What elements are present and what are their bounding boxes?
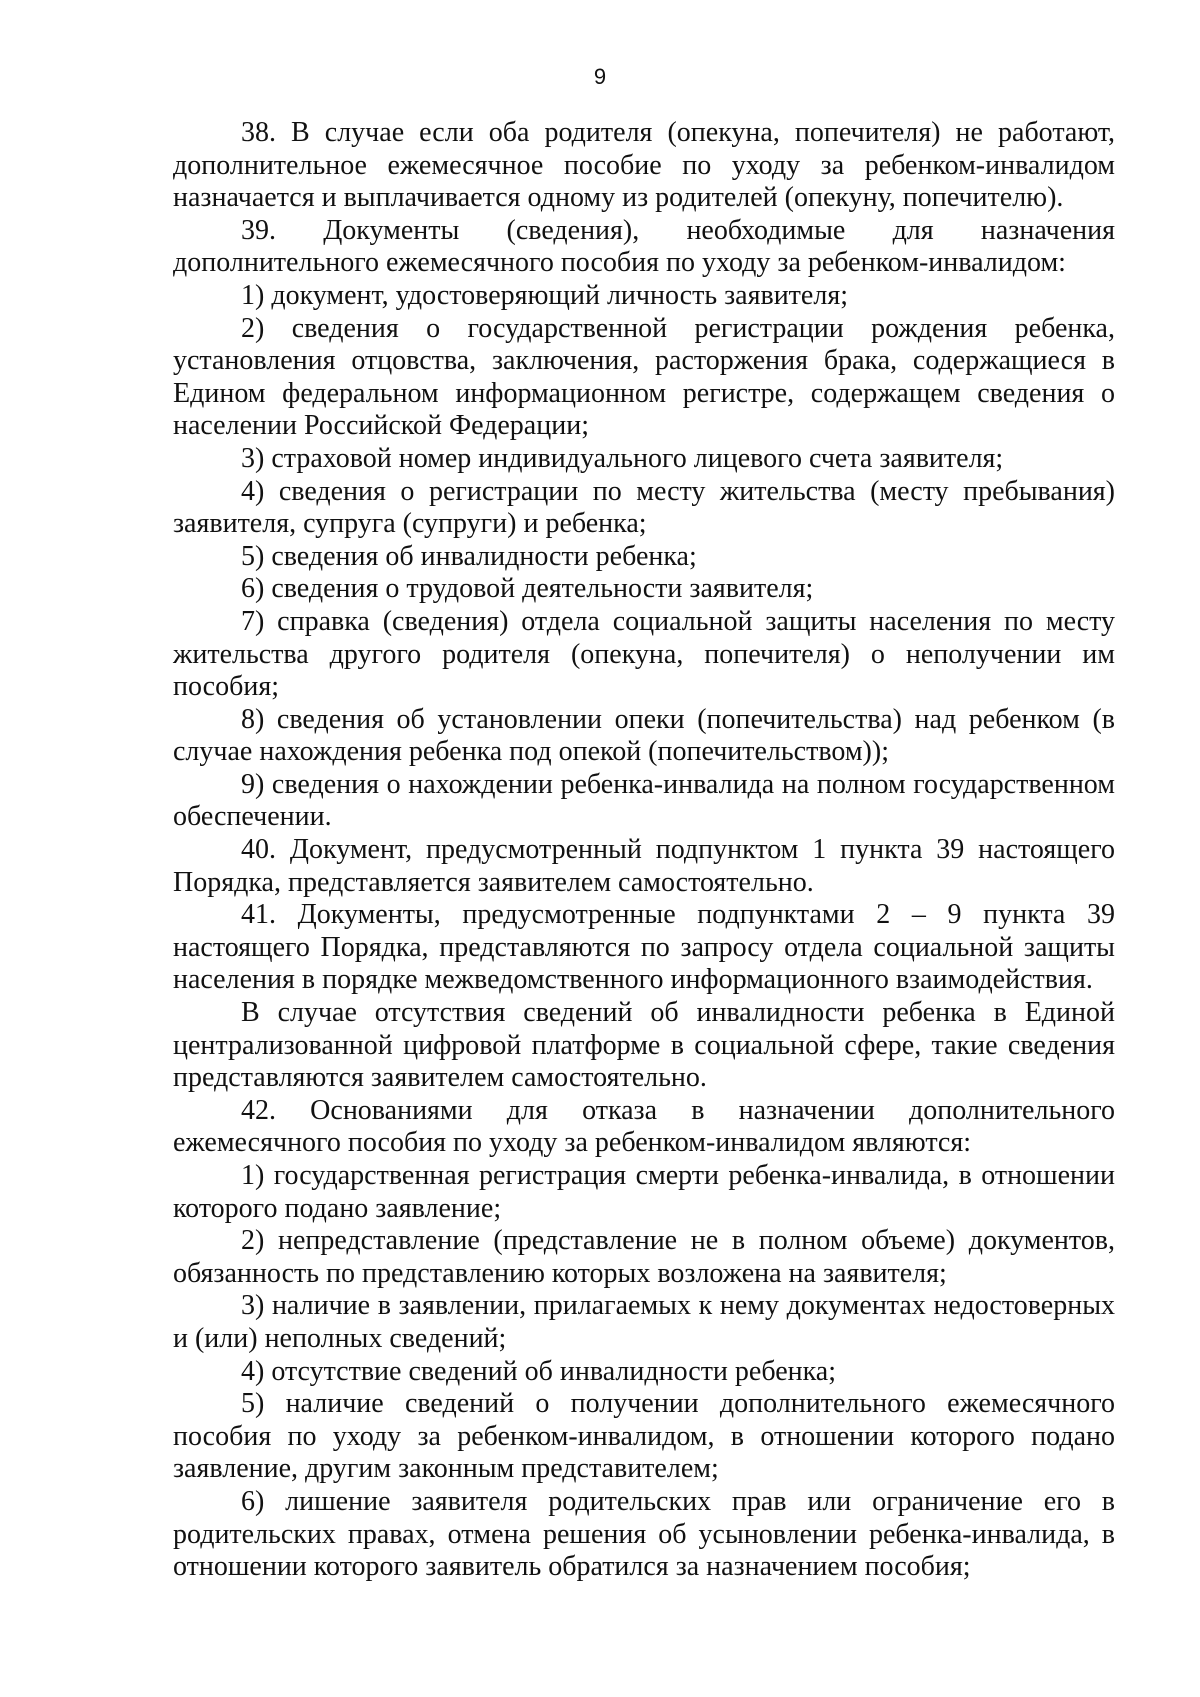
list-item-39-6: 6) сведения о трудовой деятельности заявителя; xyxy=(241,573,814,605)
list-item-39-3: 3) страховой номер индивидуального лицевого счета заявителя; xyxy=(241,442,1004,474)
list-item-39-7: 7) справка (сведения) отдела социальной защиты населения по месту жительства другого родителя (опекуна, попечителя) о неполучении им пособия; xyxy=(173,605,1115,703)
paragraph-39: 39. Документы (сведения), необходимые для назначения дополнительного ежемесячного пособия по уходу за ребенком-инвалидом: xyxy=(173,214,1115,279)
list-item-39-9: 9) сведения о нахождении ребенка-инвалида на полном государственном обеспечении. xyxy=(173,768,1115,833)
paragraph-41-note: В случае отсутствия сведений об инвалидности ребенка в Единой централизованной цифровой платформе в социальной сфере, такие сведения представляются заявителем самостоятельно. xyxy=(173,997,1115,1094)
paragraph-40: 40. Документ, предусмотренный подпунктом 1 пункта 39 настоящего Порядка, представляется заявителем самостоятельно. xyxy=(173,834,1115,898)
list-item-39-8: 8) сведения об установлении опеки (попечительства) над ребенком (в случае нахождения ребенка под опекой (попечительством)); xyxy=(173,703,1115,768)
list-item-42-1: 1) государственная регистрация смерти ребенка-инвалида, в отношении которого подано заявление; xyxy=(173,1160,1115,1224)
document-body xyxy=(173,117,1115,1584)
paragraph-42: 42. Основаниями для отказа в назначении дополнительного ежемесячного пособия по уходу за ребенком-инвалидом являются: xyxy=(173,1094,1115,1159)
list-item-42-3: 3) наличие в заявлении, прилагаемых к нему документах недостоверных и (или) неполных сведений; xyxy=(173,1290,1115,1354)
list-item-39-5: 5) сведения об инвалидности ребенка; xyxy=(241,540,697,572)
page-number: 9 xyxy=(593,64,607,89)
paragraph-41: 41. Документы, предусмотренные подпунктами 2 – 9 пункта 39 настоящего Порядка, представляются по запросу отдела социальной защиты населения в порядке межведомственного информационного взаимодействия. xyxy=(173,899,1115,996)
paragraph-38: 38. В случае если оба родителя (опекуна, попечителя) не работают, дополнительное ежемесячное пособие по уходу за ребенком-инвалидом назначается и выплачивается одному из родителей (опекуну, попечителю). xyxy=(173,117,1115,214)
list-item-42-6: 6) лишение заявителя родительских прав или ограничение его в родительских правах, отмена решения об усыновлении ребенка-инвалида, в отношении которого заявитель обратился за назначением пособия; xyxy=(173,1485,1115,1583)
list-item-42-5: 5) наличие сведений о получении дополнительного ежемесячного пособия по уходу за ребенком-инвалидом, в отношении которого подано заявление, другим законным представителем; xyxy=(173,1388,1115,1485)
list-item-42-2: 2) непредставление (представление не в полном объеме) документов, обязанность по представлению которых возложена на заявителя; xyxy=(173,1225,1115,1289)
list-item-42-4: 4) отсутствие сведений об инвалидности ребенка; xyxy=(241,1355,837,1387)
list-item-39-1: 1) документ, удостоверяющий личность заявителя; xyxy=(241,279,848,311)
list-item-39-4: 4) сведения о регистрации по месту жительства (месту пребывания) заявителя, супруга (супруги) и ребенка; xyxy=(173,475,1115,540)
list-item-39-2: 2) сведения о государственной регистрации рождения ребенка, установления отцовства, заключения, расторжения брака, содержащиеся в Едином федеральном информационном регистре, содержащем сведения о населении Российской Федерации; xyxy=(173,312,1115,442)
